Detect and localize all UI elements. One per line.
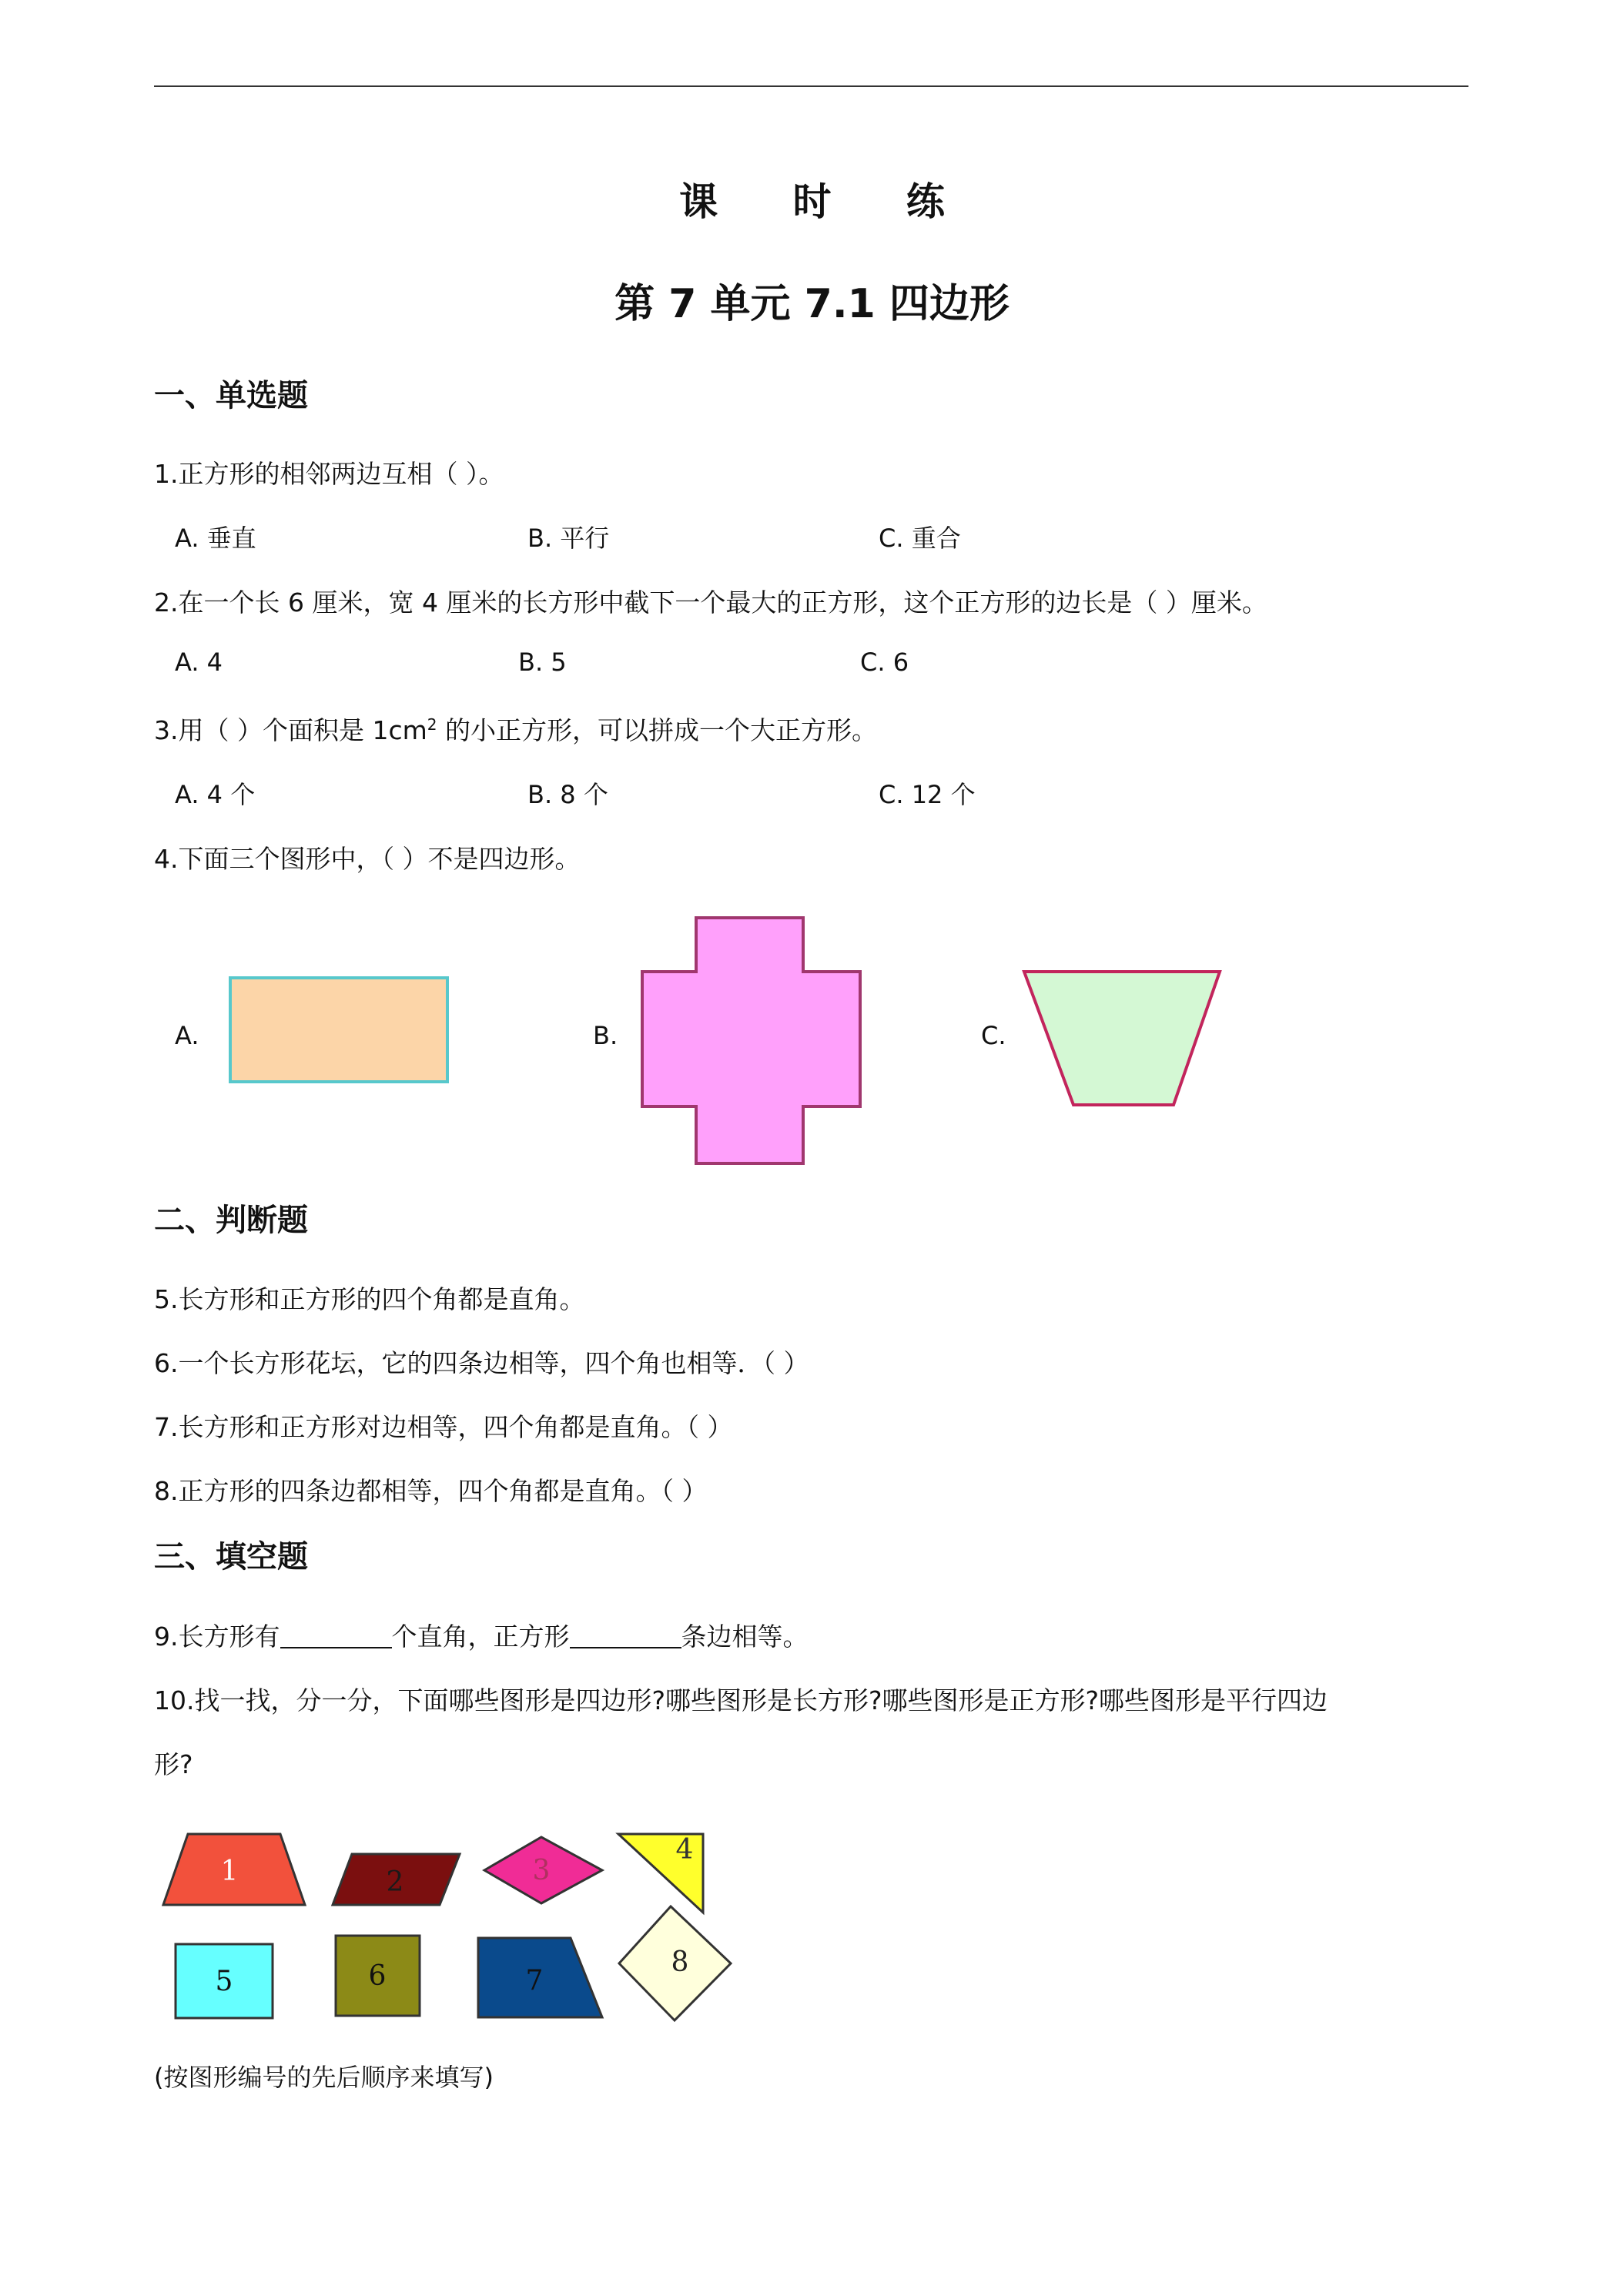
question-8: 8.正方形的四条边都相等，四个角都是直角。（ ） <box>154 1476 708 1506</box>
q10-shape-1-label: 1 <box>220 1856 239 1887</box>
page-title: 课 时 练 <box>679 179 976 224</box>
question-10-line-2: 形? <box>154 1749 193 1779</box>
q10-note: (按图形编号的先后顺序来填写) <box>154 2063 494 2092</box>
section-heading-true-false: 二、判断题 <box>154 1203 308 1238</box>
section-heading-single-choice: 一、单选题 <box>154 378 308 413</box>
q10-shape-2-label: 2 <box>386 1866 404 1898</box>
question-5: 5.长方形和正方形的四个角都是直角。 <box>154 1284 585 1314</box>
question-3: 3.用（ ）个面积是 $1cm^2$ 的小正方形，可以拼成一个大正方形。 <box>154 715 877 745</box>
q4-label-b: B. <box>593 1021 618 1050</box>
page-subtitle: 第 7 单元 7.1 四边形 <box>614 281 1010 327</box>
q10-shape-4-label: 4 <box>675 1834 694 1866</box>
q10-shape-5-label: 5 <box>215 1966 233 1997</box>
q1-option-a: A. 垂直 <box>175 524 256 553</box>
question-4: 4.下面三个图形中，（ ）不是四边形。 <box>154 844 581 874</box>
q3-option-c: C. 12 个 <box>879 780 976 809</box>
question-6: 6.一个长方形花坛，它的四条边相等，四个角也相等．（ ） <box>154 1348 809 1378</box>
q4-label-a: A. <box>175 1021 199 1050</box>
q3-option-b: B. 8 个 <box>527 780 608 809</box>
q1-option-c: C. 重合 <box>879 524 961 553</box>
question-10-line-1: 10.找一找，分一分，下面哪些图形是四边形?哪些图形是长方形?哪些图形是正方形?哪些图形是平行四边 <box>154 1685 1328 1715</box>
question-9: 9.长方形有 个直角，正方形 条边相等。 <box>154 1622 809 1652</box>
q3-option-a: A. 4 个 <box>175 780 256 809</box>
q4-label-c: C. <box>981 1021 1006 1050</box>
question-1: 1.正方形的相邻两边互相（ ）。 <box>154 459 504 489</box>
section-heading-fill-blank: 三、填空题 <box>154 1539 308 1575</box>
q10-shape-8-label: 8 <box>671 1946 689 1978</box>
q1-option-b: B. 平行 <box>527 524 610 553</box>
q10-shape-3-label: 3 <box>532 1855 551 1886</box>
q2-option-b: B. 5 <box>518 648 567 677</box>
q2-option-a: A. 4 <box>175 648 223 677</box>
q10-shape-7-label: 7 <box>525 1965 544 1996</box>
q10-shape-6-label: 6 <box>368 1960 387 1992</box>
question-7: 7.长方形和正方形对边相等，四个角都是直角。（ ） <box>154 1412 733 1442</box>
question-2: 2.在一个长 6 厘米，宽 4 厘米的长方形中截下一个最大的正方形，这个正方形的边长是（ ）厘米。 <box>154 587 1267 618</box>
q2-option-c: C. 6 <box>860 648 909 677</box>
